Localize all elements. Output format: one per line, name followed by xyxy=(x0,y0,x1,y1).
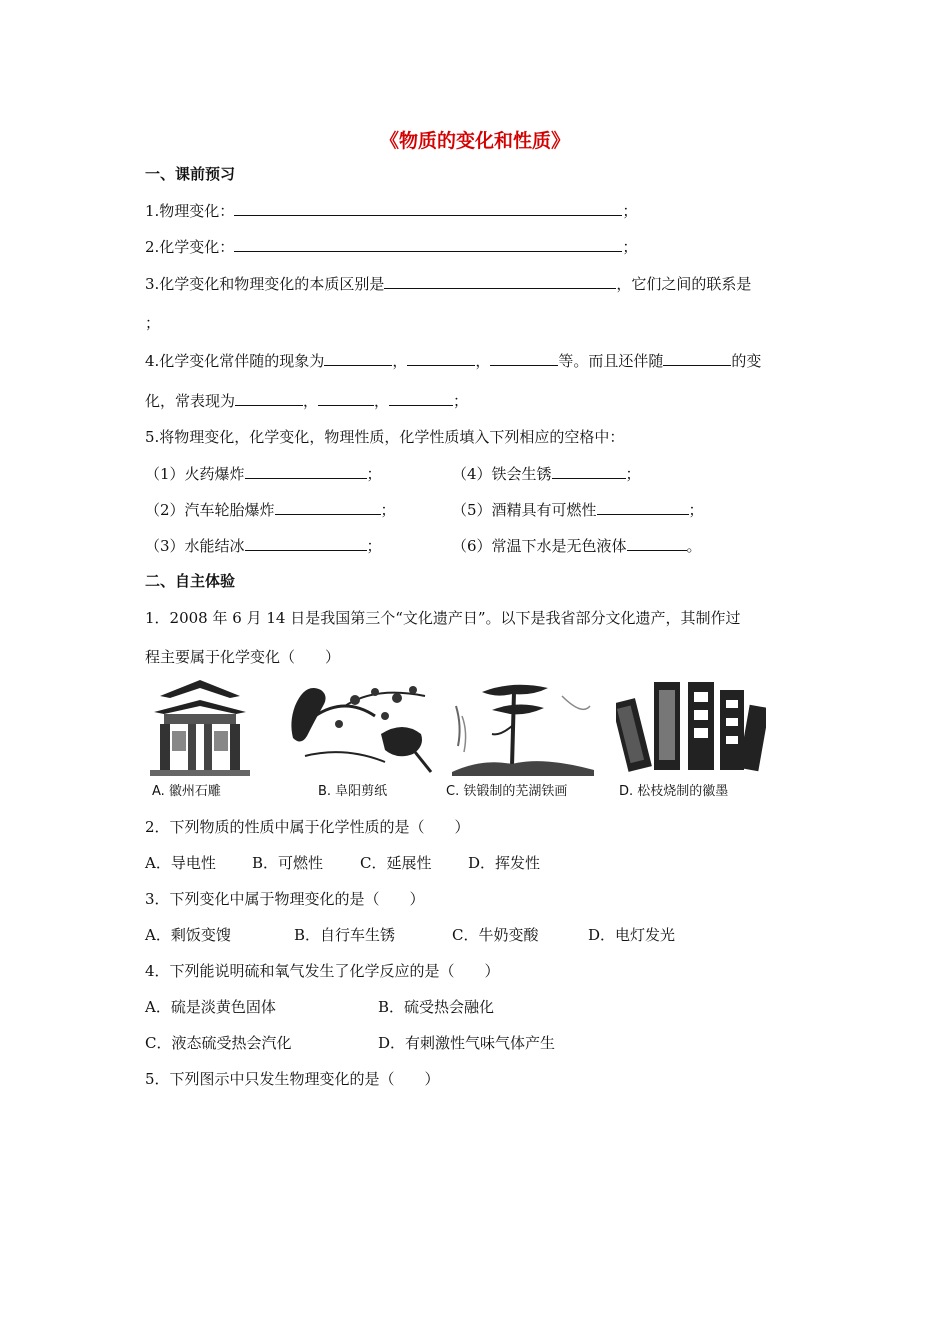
answer-blank xyxy=(235,391,303,406)
answer-blank xyxy=(275,500,381,515)
caption-b: B. 阜阳剪纸 xyxy=(318,784,388,799)
answer-blank xyxy=(245,464,367,479)
question-2-4-option-b: B．硫受热会融化 xyxy=(378,998,495,1016)
question-1-3-end: ； xyxy=(145,314,161,332)
caption-d: D. 松枝烧制的徽墨 xyxy=(619,784,729,799)
question-2-3-option-b: B．自行车生锈 xyxy=(294,926,396,944)
question-1-4-cont xyxy=(145,390,468,411)
question-text: 的变 xyxy=(731,352,762,370)
question-2-2-option-b: B．可燃性 xyxy=(252,854,324,872)
fill-item-end: ； xyxy=(366,465,382,483)
question-2-4-option-a: A．硫是淡黄色固体 xyxy=(145,998,276,1016)
section-heading-practice: 二、自主体验 xyxy=(145,572,236,590)
answer-blank xyxy=(627,536,687,551)
fill-item-label: （5）酒精具有可燃性 xyxy=(452,501,597,519)
answer-blank xyxy=(597,500,689,515)
question-2-3-option-c: C．牛奶变酸 xyxy=(452,926,539,944)
separator: ， xyxy=(392,352,408,370)
question-end: ； xyxy=(453,392,469,410)
fill-item-end: ； xyxy=(625,465,641,483)
question-2-3-option-a: A．剩饭变馊 xyxy=(145,926,231,944)
fill-item-6 xyxy=(452,535,702,556)
fill-item-end: 。 xyxy=(686,537,702,555)
fill-item-1 xyxy=(145,463,382,484)
separator: ， xyxy=(475,352,491,370)
fill-item-4 xyxy=(452,463,641,484)
answer-blank xyxy=(663,351,731,366)
answer-blank xyxy=(490,351,558,366)
question-2-3-option-d: D．电灯发光 xyxy=(588,926,676,944)
answer-blank xyxy=(552,464,626,479)
answer-blank xyxy=(324,351,392,366)
question-text: 4.化学变化常伴随的现象为 xyxy=(145,352,325,370)
question-2-2-option-a: A．导电性 xyxy=(145,854,216,872)
answer-blank xyxy=(245,536,367,551)
question-2-3: 3．下列变化中属于物理变化的是（ ） xyxy=(145,890,425,908)
caption-c: C. 铁锻制的芜湖铁画 xyxy=(446,784,568,799)
answer-blank xyxy=(389,391,453,406)
question-text: ，它们之间的联系是 xyxy=(616,275,752,293)
answer-blank xyxy=(234,201,622,216)
question-2-5: 5．下列图示中只发生物理变化的是（ ） xyxy=(145,1070,440,1088)
question-2-1: 1．2008 年 6 月 14 日是我国第三个“文化遗产日”。以下是我省部分文化遗产，其制作过 xyxy=(145,609,741,627)
fill-item-label: （1）火药爆炸 xyxy=(145,465,245,483)
question-1-3 xyxy=(145,273,751,294)
separator: ， xyxy=(303,392,319,410)
answer-blank xyxy=(234,237,622,252)
question-1-1 xyxy=(145,200,637,221)
answer-blank xyxy=(407,351,475,366)
fill-item-5 xyxy=(452,499,704,520)
fill-item-label: （2）汽车轮胎爆炸 xyxy=(145,501,275,519)
fill-item-label: （4）铁会生锈 xyxy=(452,465,552,483)
caption-a: A. 徽州石雕 xyxy=(152,784,221,799)
question-1-5: 5.将物理变化，化学变化，物理性质，化学性质填入下列相应的空格中： xyxy=(145,428,625,446)
question-2-2-option-d: D．挥发性 xyxy=(468,854,541,872)
question-end: ； xyxy=(622,238,638,256)
answer-blank xyxy=(384,274,616,289)
question-2-2: 2．下列物质的性质中属于化学性质的是（ ） xyxy=(145,818,470,836)
question-1-4 xyxy=(145,350,761,371)
question-1-2 xyxy=(145,236,637,257)
question-text: 化，常表现为 xyxy=(145,392,236,410)
section-heading-preview: 一、课前预习 xyxy=(145,165,236,183)
question-end: ； xyxy=(622,202,638,220)
separator: ， xyxy=(374,392,390,410)
question-2-2-option-c: C．延展性 xyxy=(360,854,432,872)
document-title: 《物质的变化和性质》 xyxy=(379,130,570,152)
question-text: 3.化学变化和物理变化的本质区别是 xyxy=(145,275,385,293)
answer-blank xyxy=(318,391,374,406)
question-text: 2.化学变化： xyxy=(145,238,235,256)
question-2-1-cont: 程主要属于化学变化（ ） xyxy=(145,648,341,666)
fill-item-end: ； xyxy=(688,501,704,519)
question-text: 等。而且还伴随 xyxy=(558,352,664,370)
question-2-4: 4．下列能说明硫和氧气发生了化学反应的是（ ） xyxy=(145,962,500,980)
fill-item-end: ； xyxy=(366,537,382,555)
fill-item-end: ； xyxy=(380,501,396,519)
question-text: 1.物理变化： xyxy=(145,202,235,220)
fill-item-2 xyxy=(145,499,396,520)
question-2-4-option-d: D．有刺激性气味气体产生 xyxy=(378,1034,556,1052)
question-2-4-option-c: C．液态硫受热会汽化 xyxy=(145,1034,292,1052)
fill-item-label: （6）常温下水是无色液体 xyxy=(452,537,627,555)
fill-item-label: （3）水能结冰 xyxy=(145,537,245,555)
fill-item-3 xyxy=(145,535,382,556)
